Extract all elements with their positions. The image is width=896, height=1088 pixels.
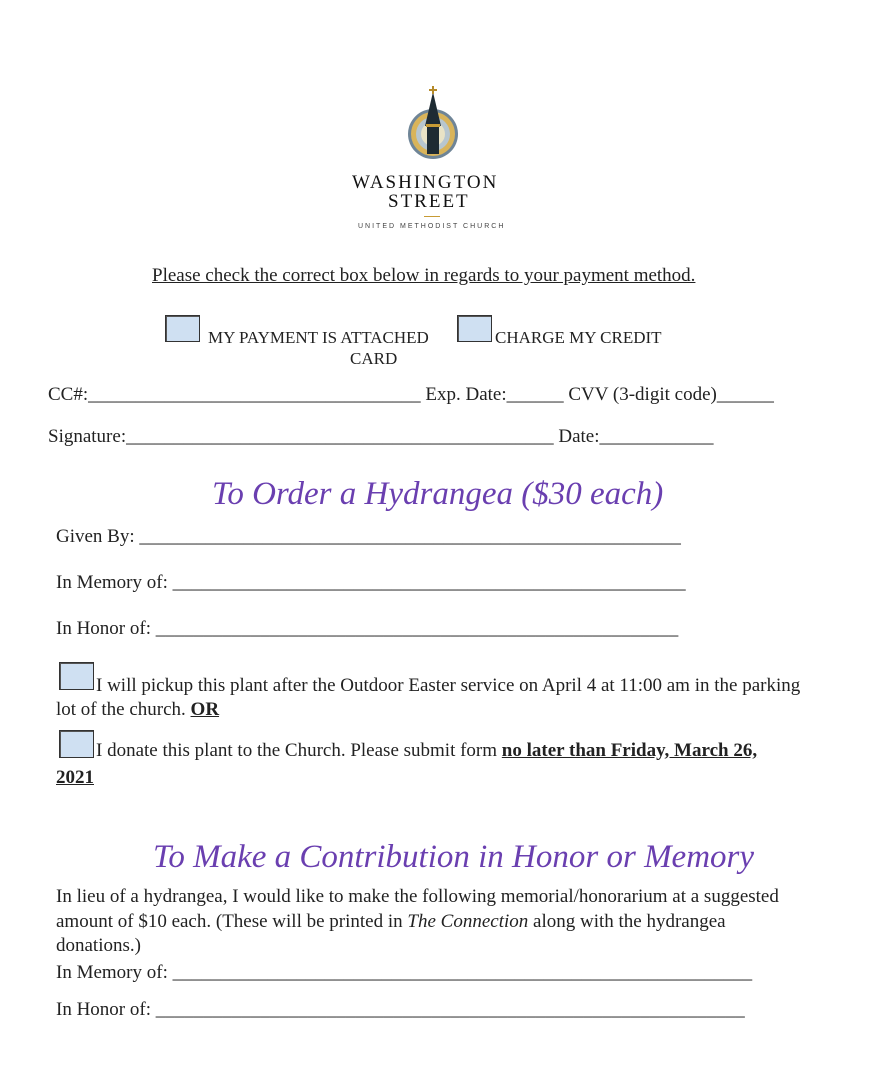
payment-instruction: Please check the correct box below in regards to your payment method. (152, 265, 696, 286)
given-by-field[interactable]: Given By: _________________________________________________________ (56, 526, 681, 547)
donate-text (96, 739, 757, 763)
hydrangea-order-title: To Order a Hydrangea ($30 each) (212, 476, 664, 512)
credit-card-line[interactable]: CC#:___________________________________ Exp. Date:______ CVV (3-digit code)______ (48, 384, 774, 405)
in-memory-field[interactable]: In Memory of: ______________________________________________________ (56, 572, 686, 593)
contribution-para-line2 (56, 910, 726, 934)
pickup-or: OR (190, 699, 220, 720)
pickup-text-cont: lot of the church. (56, 699, 186, 720)
signature-line[interactable]: Signature:_____________________________________________ Date:____________ (48, 426, 714, 447)
donate-checkbox[interactable] (59, 730, 94, 758)
pickup-checkbox[interactable] (59, 662, 94, 690)
payment-attached-checkbox[interactable] (165, 315, 200, 342)
donate-deadline-year: 2021 (56, 767, 94, 788)
donate-text-plain: I donate this plant to the Church. Please submit form (96, 740, 498, 761)
logo-line2: STREET (388, 191, 470, 212)
charge-credit-label: CHARGE MY CREDIT (495, 328, 662, 347)
charge-credit-checkbox[interactable] (457, 315, 492, 342)
para-line2-a: amount of $10 each. (These will be printed in (56, 911, 403, 932)
contribution-para-line3: donations.) (56, 935, 141, 956)
contribution-in-honor-field[interactable]: In Honor of: ______________________________________________________________ (56, 999, 745, 1020)
pickup-text: I will pickup this plant after the Outdoor Easter service on April 4 at 11:00 am in the parking (96, 675, 801, 696)
contribution-in-memory-field[interactable]: In Memory of: _____________________________________________________________ (56, 962, 753, 983)
payment-card-label: CARD (350, 349, 398, 368)
logo-divider (424, 216, 440, 217)
logo-line1: WASHINGTON (352, 172, 499, 193)
donate-deadline-year-line (56, 766, 94, 790)
publication-name: The Connection (407, 911, 529, 932)
church-logo (340, 86, 520, 236)
logo-line3: UNITED METHODIST CHURCH (358, 223, 506, 230)
pickup-text-line2 (56, 698, 219, 722)
payment-attached-label: MY PAYMENT IS ATTACHED (208, 328, 429, 347)
donate-deadline: no later than Friday, March 26, (501, 740, 758, 761)
contribution-para-line1: In lieu of a hydrangea, I would like to make the following memorial/honorarium at a suggested (56, 886, 779, 907)
para-line2-b: along with the hydrangea (533, 911, 726, 932)
contribution-title: To Make a Contribution in Honor or Memory (153, 839, 755, 875)
in-honor-field[interactable]: In Honor of: _______________________________________________________ (56, 618, 679, 639)
steeple-emblem-icon (398, 86, 468, 166)
